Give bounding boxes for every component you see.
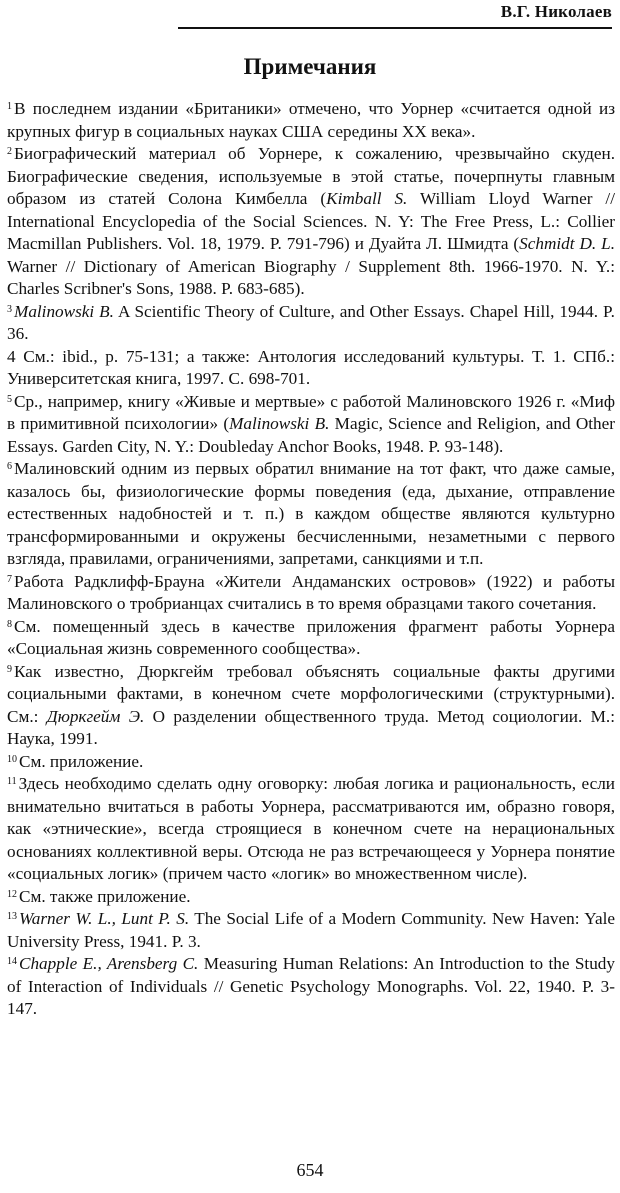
footnote-text: Как известно, Дюркгейм требовал объяснять социальные факты другими социальными фактами, в конечном счете морфологическими (структурными). См.: [7,661,615,726]
footnote [7,346,615,391]
footnote-text: Magic, Science and Religion, and Other Essays. Garden City, N. Y.: Doubleday Anchor Books, 1948. P. 93-148). [7,414,615,456]
footnote [7,773,615,886]
footnote-text: 4 См.: ibid., p. 75-131; а также: Антология исследований культуры. Т. 1. СПб.: Университетская книга, 1997. С. 698-701. [7,346,615,388]
footnote-number: 6 [7,461,12,472]
footnote-author: Warner W. L., Lunt P. S. [19,909,190,928]
footnote [7,458,615,571]
footnote [7,98,615,143]
footnote [7,908,615,953]
footnote-text: William Lloyd Warner // International Encyclopedia of the Social Sciences. N. Y: The Free Press, L.: Collier Macmillan Publishers. Vol. 18, 1979. P. 791-796) и Дуайта Л. Шмидта ( [7,189,615,253]
header-rule [178,27,612,29]
footnote-author: Malinowski B. [229,414,330,433]
footnote-author: Kimball S. [326,189,408,208]
page-title: Примечания [243,54,377,79]
footnote-number: 12 [7,888,17,900]
footnote-text: Warner // Dictionary of American Biography / Supplement 8th. 1966-1970. N. Y.: Charles Scribner's Sons, 1988. P. 683-685). [7,256,615,298]
footnote [7,391,615,459]
footnote-number: 10 [7,753,17,765]
footnote-number: 8 [7,618,12,630]
footnote [7,751,615,774]
footnote [7,953,615,1021]
footnote-number: 7 [7,573,12,585]
notes-list [7,98,615,1021]
footnote-text: A Scientific Theory of Culture, and Other Essays. Chapel Hill, 1944. P. 36. [7,301,615,343]
footnote-text: Здесь необходимо сделать одну оговорку: любая логика и рациональность, если внимательно вчитаться в работы Уорнера, рассматриваются им, образно говоря, как «этнические», всегда строящиеся в конечном счете на нерациональных основаниях коллективной веры. Отсюда не раз встречающееся у Уорнера понятие «социальных логик» (причем часто «логик» во множественном числе). [7,774,615,883]
footnote [7,301,615,346]
footnote [7,616,615,661]
footnote-text: См. также приложение. [19,886,191,906]
footnote-number: 14 [7,956,17,967]
footnote-author: Дюркгейм Э. [46,706,145,726]
footnote-number: 3 [7,303,12,315]
footnote-author: Chapple E., Arensberg C. [19,954,199,973]
footnote-text: Measuring Human Relations: An Introduction to the Study of Interaction of Individuals // Genetic Psychology Monographs. Vol. 22, 1940. P. 3-147. [7,954,615,1018]
footnote-text: Биографический материал об Уорнере, к сожалению, чрезвычайно скуден. Биографические сведения, используемые в этой статье, почерпнуты главным образом из статей Солона Кимбелла ( [7,144,615,208]
footnote [7,661,615,751]
footnote-number: 13 [7,911,17,922]
page-number: 654 [296,1160,324,1180]
footnote-text: Ср., например, книгу «Живые и мертвые» с работой Малиновского 1926 г. «Миф в примитивной психологии» ( [7,391,615,433]
footnote-text: См. помещенный здесь в качестве приложения фрагмент работы Уорнера «Социальная жизнь современного сообщества». [7,616,615,658]
footnote [7,571,615,616]
footnote [7,886,615,909]
footnote-author: Malinowski B. [14,301,114,321]
footnote-author: Schmidt D. L. [519,234,615,253]
footnote-text: См. приложение. [19,751,144,771]
footnote-text: The Social Life of a Modern Community. New Haven: Yale University Press, 1941. P. 3. [7,909,615,951]
footnote-number: 11 [7,776,17,787]
footnote [7,143,615,301]
footnote-number: 5 [7,393,12,405]
footnote-text: Малиновский одним из первых обратил внимание на тот факт, что даже самые, казалось бы, физиологические формы поведения (еда, дыхание, отправление естественных надобностей и т. п.) в каждом обществе являются культурно трансформированными и окружены бесчисленными, незаметными с первого взгляда, правилами, ограничениями, запретами, санкциями и т.п. [7,459,615,568]
running-head-author: В.Г. Николаев [500,2,612,21]
footnote-number: 9 [7,663,12,675]
footnote-text: О разделении общественного труда. Метод социологии. М.: Наука, 1991. [7,706,615,748]
footnote-text: В последнем издании «Британики» отмечено, что Уорнер «считается одной из крупных фигур в социальных науках США середины XX века». [7,99,615,141]
footnote-number: 1 [7,101,12,112]
footnote-number: 2 [7,146,12,157]
footnote-text: Работа Радклифф-Брауна «Жители Андаманских островов» (1922) и работы Малиновского о тробрианцах считались в то время образцами такого сочетания. [7,571,615,613]
